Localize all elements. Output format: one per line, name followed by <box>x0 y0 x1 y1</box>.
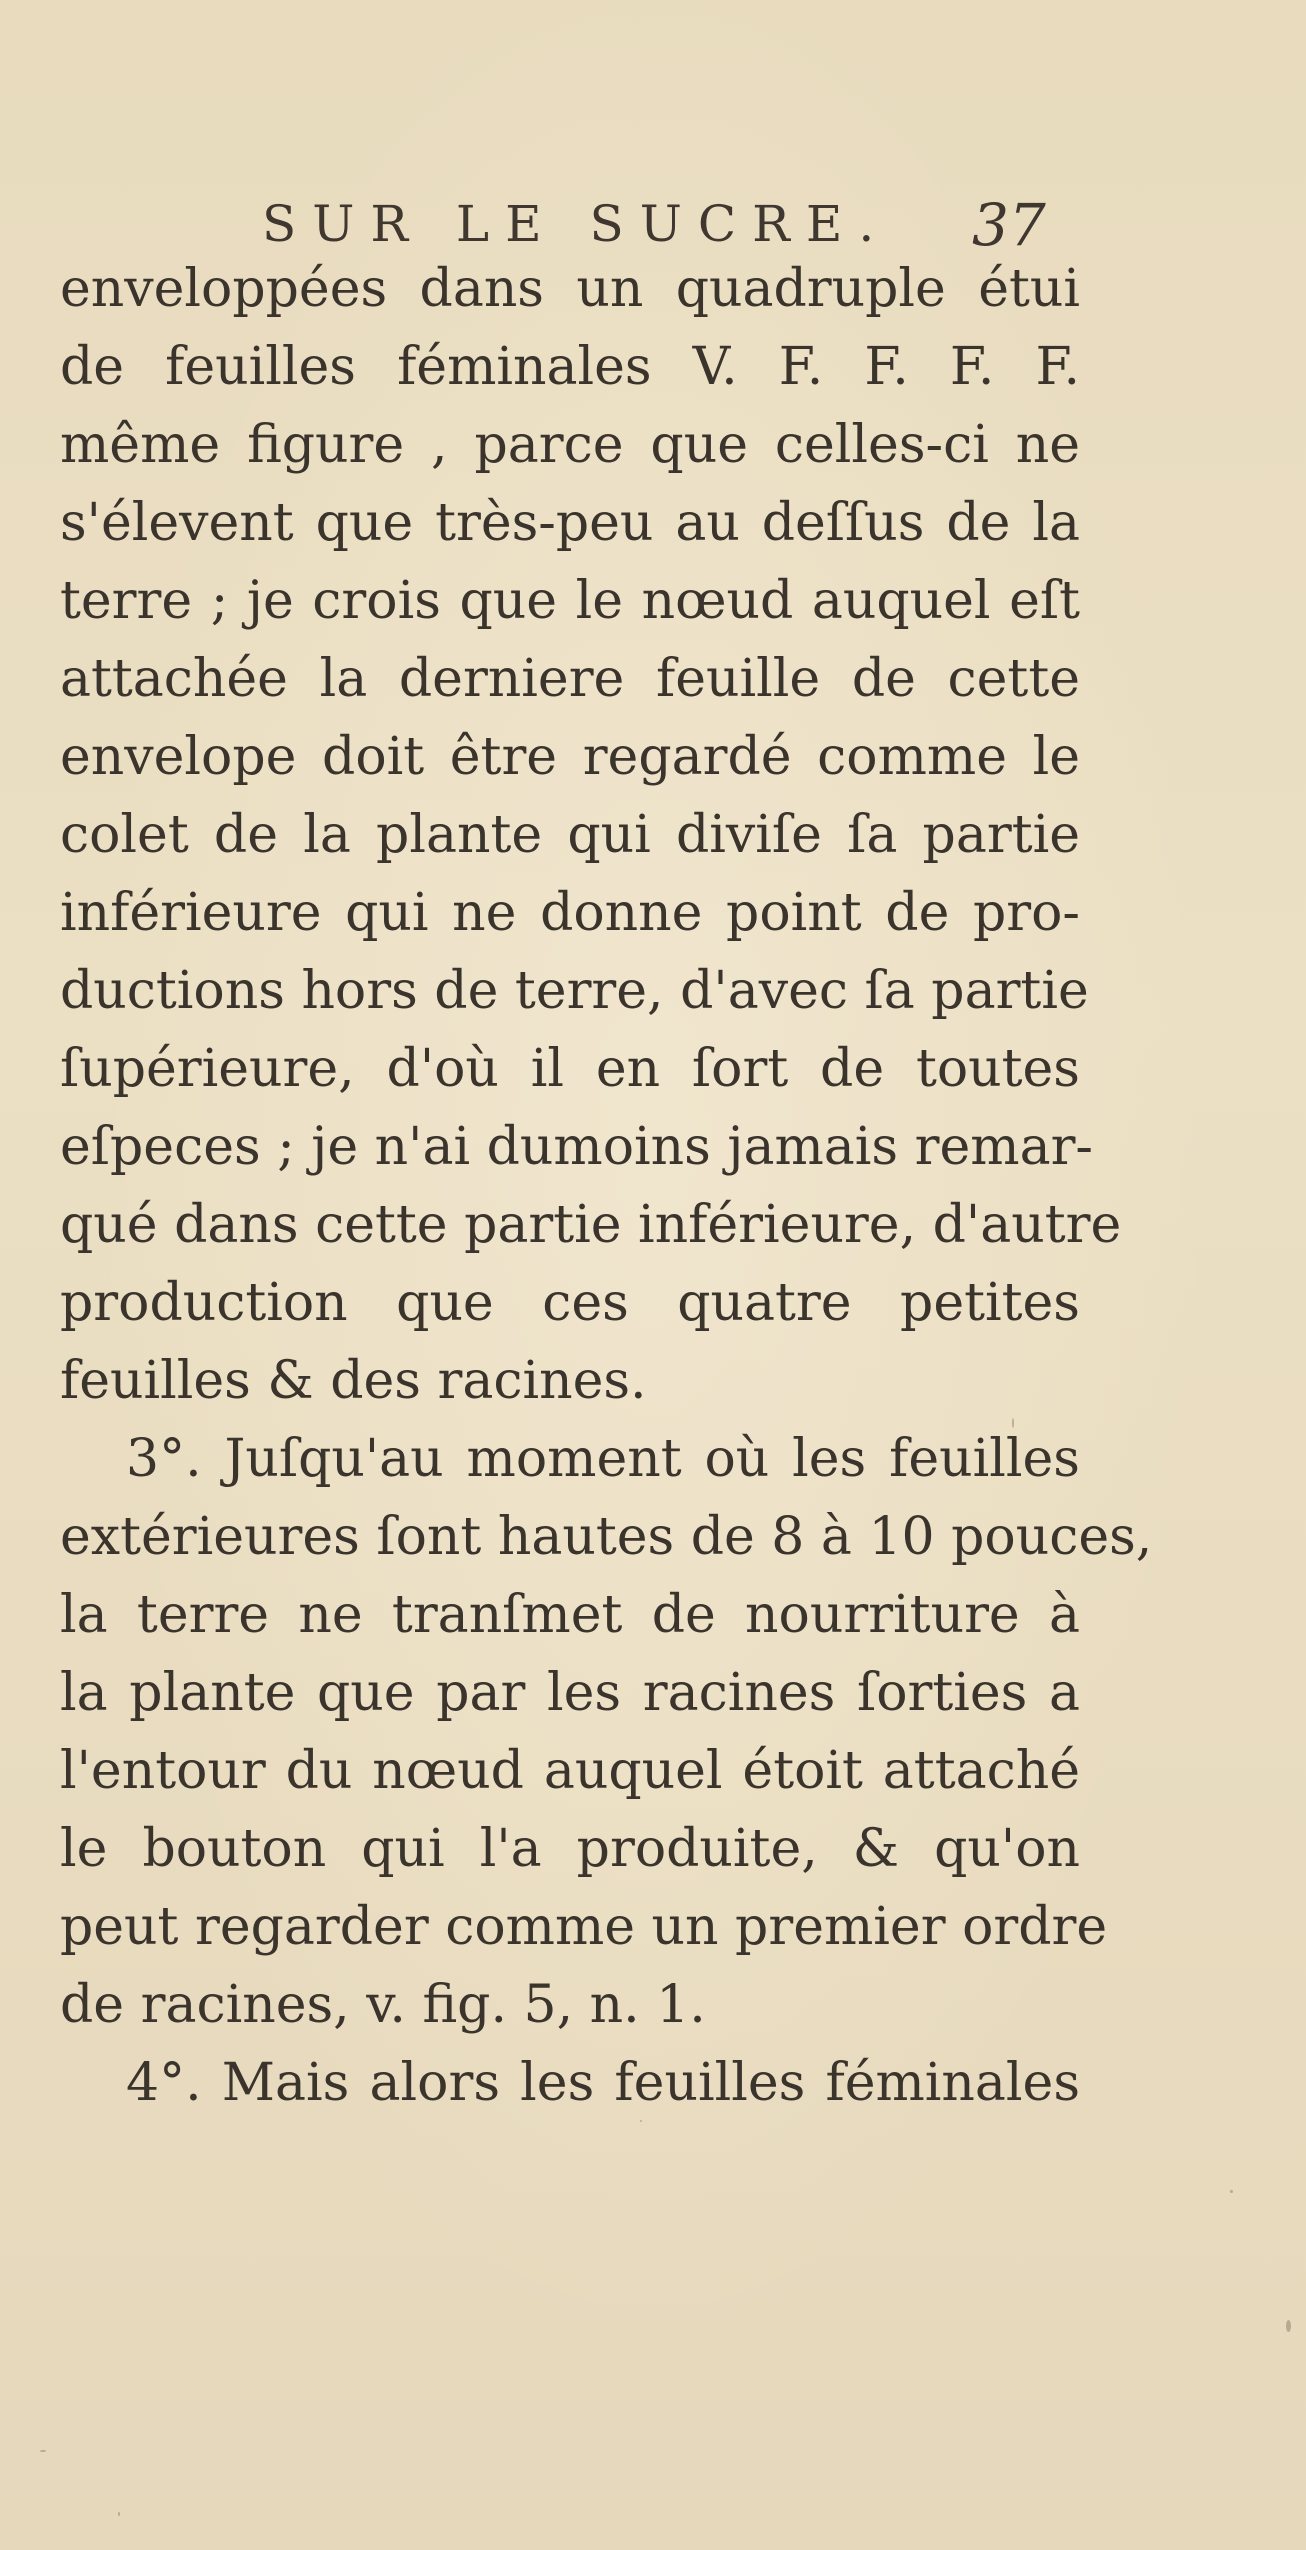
text-line-6: attachée la derniere feuille de cette <box>60 649 1080 709</box>
text-line-19: la plante que par les racines ſorties a <box>60 1663 1080 1723</box>
text-line-17: extérieures ſont hautes de 8 à 10 pouces, <box>60 1507 1153 1567</box>
text-line-3: même figure , parce que celles-ci ne <box>60 415 1080 475</box>
text-line-23: de racines, v. fig. 5, n. 1. <box>60 1975 706 2035</box>
text-line-14: production que ces quatre petites <box>60 1273 1080 1333</box>
text-line-13: qué dans cette partie inférieure, d'autre <box>60 1195 1122 1255</box>
text-line-4: s'élevent que très-peu au deſſus de la <box>60 493 1080 553</box>
text-line-15: feuilles & des racines. <box>60 1351 647 1411</box>
body-text <box>60 250 1153 2122</box>
text-line-2: de feuilles féminales V. F. F. F. F. <box>60 337 1080 397</box>
text-line-1: enveloppées dans un quadruple étui <box>60 259 1080 319</box>
text-line-5: terre ; je crois que le nœud auquel eſt <box>60 571 1080 631</box>
text-line-21: le bouton qui l'a produite, & qu'on <box>60 1819 1080 1879</box>
text-line-18: la terre ne tranſmet de nourriture à <box>60 1585 1080 1645</box>
text-line-9: inférieure qui ne donne point de pro- <box>60 883 1080 943</box>
text-line-7: envelope doit être regardé comme le <box>60 727 1080 787</box>
page-number: 37 <box>972 191 1046 259</box>
text-line-10: ductions hors de terre, d'avec ſa partie <box>60 961 1089 1021</box>
text-line-8: colet de la plante qui diviſe ſa partie <box>60 805 1080 865</box>
text-line-12: eſpeces ; je n'ai dumoins jamais remar- <box>60 1117 1093 1177</box>
text-line-22: peut regarder comme un premier ordre <box>60 1897 1108 1957</box>
text-line-24: 4°. Mais alors les feuilles féminales <box>126 2053 1080 2113</box>
text-line-11: ſupérieure, d'où il en ſort de toutes <box>60 1039 1080 1099</box>
text-line-16: 3°. Juſqu'au moment où les feuilles <box>126 1429 1080 1489</box>
running-head: SUR LE SUCRE. <box>262 195 891 253</box>
text-line-20: l'entour du nœud auquel étoit attaché <box>60 1741 1080 1801</box>
